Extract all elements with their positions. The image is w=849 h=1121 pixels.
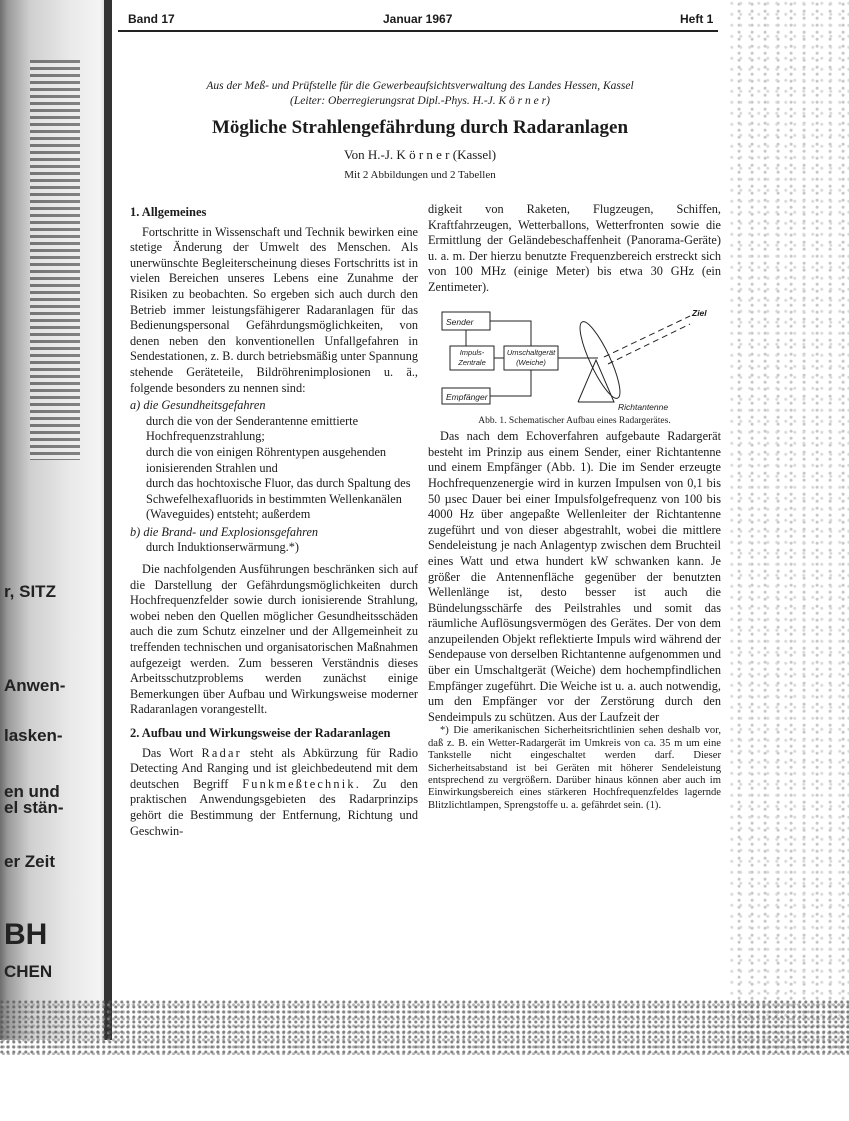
header-rule	[118, 30, 718, 32]
section-1-heading: 1. Allgemeines	[130, 205, 207, 219]
article-title: Mögliche Strahlengefährdung durch Radaranlagen	[211, 117, 629, 138]
affiliation-line-2: (Leiter: Oberregierungsrat Dipl.-Phys. H.-J. K ö r n e r)	[290, 95, 550, 107]
header-date: Januar 1967	[383, 12, 453, 26]
label-richtantenne: Richtantenne	[618, 401, 669, 412]
figure-caption: Abb. 1. Schematischer Aufbau eines Radargerätes.	[478, 415, 671, 426]
label-umschaltgeraet: Umschaltgerät (Weiche)	[506, 347, 556, 367]
label-impuls-zentrale: Impuls- Zentrale	[458, 347, 486, 367]
spaced-word-funkmesstechnik: Funkmeßtechnik	[242, 776, 356, 791]
edge-word: el stän-	[4, 798, 64, 817]
footnote: *) Die amerikanischen Sicherheitsrichtlinien sehen deshalb vor, daß z. B. ein Wetter-Radargerät im Umkreis von ca. 35 m um eine Tankstelle nicht eingeschaltet werden darf. Dieser Sicherheitsabstand ist bei Geräten mit höherer Sendeleistung entsprechend zu vergrößern. Darüber hinaus können aber auch im Einwirkungsbereich eines stärkeren Hochfrequenzfeldes lagernde Blitzlichtlampen, Sprengstoffe u. a. gefährdet sein. (1).	[428, 725, 721, 811]
beam-outgoing	[604, 316, 690, 357]
left-column	[130, 205, 418, 839]
edge-word: CHEN	[4, 962, 53, 981]
section-1-paragraph-2: Die nachfolgenden Ausführungen beschränken sich auf die Darstellung der Gefährdungsmöglichkeiten durch Hochfrequenzfelder sowie durch ionisierende Strahlung, wobei neben den Quellen möglicher Gesundheitsschäden auch die zum Schutz einzelner und der Allgemeinheit zu treffenden technischen und organisatorischen Maßnahmen aufgezeigt werden. Zum besseren Verständnis dieses Arbeitsschutzproblems werden zunächst einige Bemerkungen über Aufbau und Wirkungsweise moderner Radaranlagen vorangestellt.	[130, 562, 418, 717]
list-a	[130, 398, 418, 523]
text-run: steht als Abkürzung für Radio Detecting And Ranging und ist gleichbedeutend mit dem deutschen Begriff	[130, 745, 418, 791]
header-volume: Band 17	[128, 12, 175, 26]
edge-word: BH	[4, 918, 48, 951]
right-paragraph-1: digkeit von Raketen, Flugzeugen, Schiffen, Kraftfahrzeugen, Wetterballons, Wetterfronten sowie die Ermittlung der Geländebeschaffenheit (Panorama-Geräte) u. a. m. Der hierzu benutzte Frequenzbereich erstreckt sich von 100 MHz (einige Meter) bis etwa 30 GHz (ein Zentimeter).	[428, 202, 721, 294]
right-column	[428, 202, 721, 812]
article-subtitle: Mit 2 Abbildungen und 2 Tabellen	[344, 169, 496, 181]
list-b-item: durch Induktionserwärmung.*)	[146, 540, 299, 555]
list-b-label: b) die Brand- und Explosionsgefahren	[130, 524, 319, 539]
binding-pattern	[30, 60, 80, 460]
section-2-heading: 2. Aufbau und Wirkungsweise der Radaranlagen	[130, 726, 391, 740]
text-run: . Zu den praktischen Anwendungsgebieten des Radarprinzips gehört die Bestimmung der Entfernung, Richtung und Geschwin-	[130, 776, 419, 838]
switch-to-receiver-line	[490, 370, 531, 396]
edge-word: lasken-	[4, 726, 63, 745]
edge-word: en und	[4, 782, 60, 801]
beam-return	[608, 324, 690, 364]
antenna-mount	[578, 360, 614, 402]
scan-noise-right	[730, 0, 849, 1050]
figure-radar-schematic	[428, 302, 721, 414]
list-b	[130, 525, 418, 556]
label-ziel: Ziel	[692, 307, 707, 318]
header-issue: Heft 1	[680, 12, 714, 26]
binding-seam	[104, 0, 112, 1040]
right-paragraph-2: Das nach dem Echoverfahren aufgebaute Radargerät besteht im Prinzip aus einem Sender, einer Richtantenne und einem Empfänger (Abb. 1). Die im Sender erzeugte Hochfrequenzenergie wird in kurzen Impulsen von 0,1 bis 50 µsec Dauer bei einer Impulsfolgefrequenz von 100 bis 4000 Hz über angepaßte Wellenleiter der Richtantenne zugeführt und von dieser abgestrahlt, wobei die mittlere Sendeleistung je nach Anlagentyp zwischen dem Bruchteil eines Watt und etwa hundert kW schwanken kann. Je größer die Antennenfläche gegenüber der benutzten Wellenlänge ist, desto besser ist auch die Bündelungsschärfe des Peilstrahles und somit das räumliche Auflösungsvermögen des Gerätes. Der von dem anzupeilenden Objekt reflektierte Impuls wird während der Sendepause von derselben Richtantenne aufgenommen und über ein Umschaltgerät (Weiche) dem hochempfindlichen Empfänger zugeführt. Die Weiche ist u. a. auch notwendig, um den Empfänger vor der Zerstörung durch den Sendeimpuls zu schützen. Aus der Laufzeit der	[428, 429, 721, 724]
sender-to-switch-line	[490, 321, 531, 346]
edge-word: r, SITZ	[4, 582, 56, 601]
list-a-item: durch die von der Senderantenne emittierte Hochfrequenzstrahlung;	[146, 413, 359, 444]
edge-word: er Zeit	[4, 852, 56, 871]
text-run: Das Wort	[142, 745, 202, 760]
book-binding	[0, 0, 112, 1040]
list-a-label: a) die Gesundheitsgefahren	[130, 398, 266, 413]
spaced-word-radar: Radar	[201, 745, 242, 760]
label-sender: Sender	[446, 316, 474, 327]
scan-noise-bottom	[0, 1000, 849, 1055]
label-empfaenger: Empfänger	[446, 391, 488, 402]
section-2-paragraph-1	[130, 746, 418, 840]
section-1-paragraph-1: Fortschritte in Wissenschaft und Technik bewirken eine stetige Änderung der Umwelt des Menschen. Als unerwünschte Begleiterscheinung dieses Fortschritts ist in vielen Bereichen unseres Lebens eine Zunahme der Risiken zu beobachten. So ergeben sich auch durch den Betrieb immer leistungsfähigerer Radaranlagen für das Bedienungspersonal Gefährdungsmöglichkeiten, von denen neben den konventionellen Unfallgefahren in Sendestationen, z. B. durch betriebsmäßig unter Spannung stehende Geräteteile, Bildröhrenimplosionen u. ä., folgende besonders zu nennen sind:	[130, 224, 418, 395]
article-byline: Von H.-J. K ö r n e r (Kassel)	[343, 147, 497, 162]
edge-word: Anwen-	[4, 676, 66, 695]
list-a-item: durch das hochtoxische Fluor, das durch Spaltung des Schwefelhexafluorids in bestimmten Wellenkanälen (Waveguides) entsteht; außerdem	[146, 476, 411, 522]
affiliation-line-1: Aus der Meß- und Prüfstelle für die Gewerbeaufsichtsverwaltung des Landes Hessen, Kassel	[206, 80, 634, 92]
antenna-dish	[573, 317, 627, 402]
list-a-item: durch die von einigen Röhrentypen ausgehenden ionisierenden Strahlen und	[146, 444, 387, 475]
